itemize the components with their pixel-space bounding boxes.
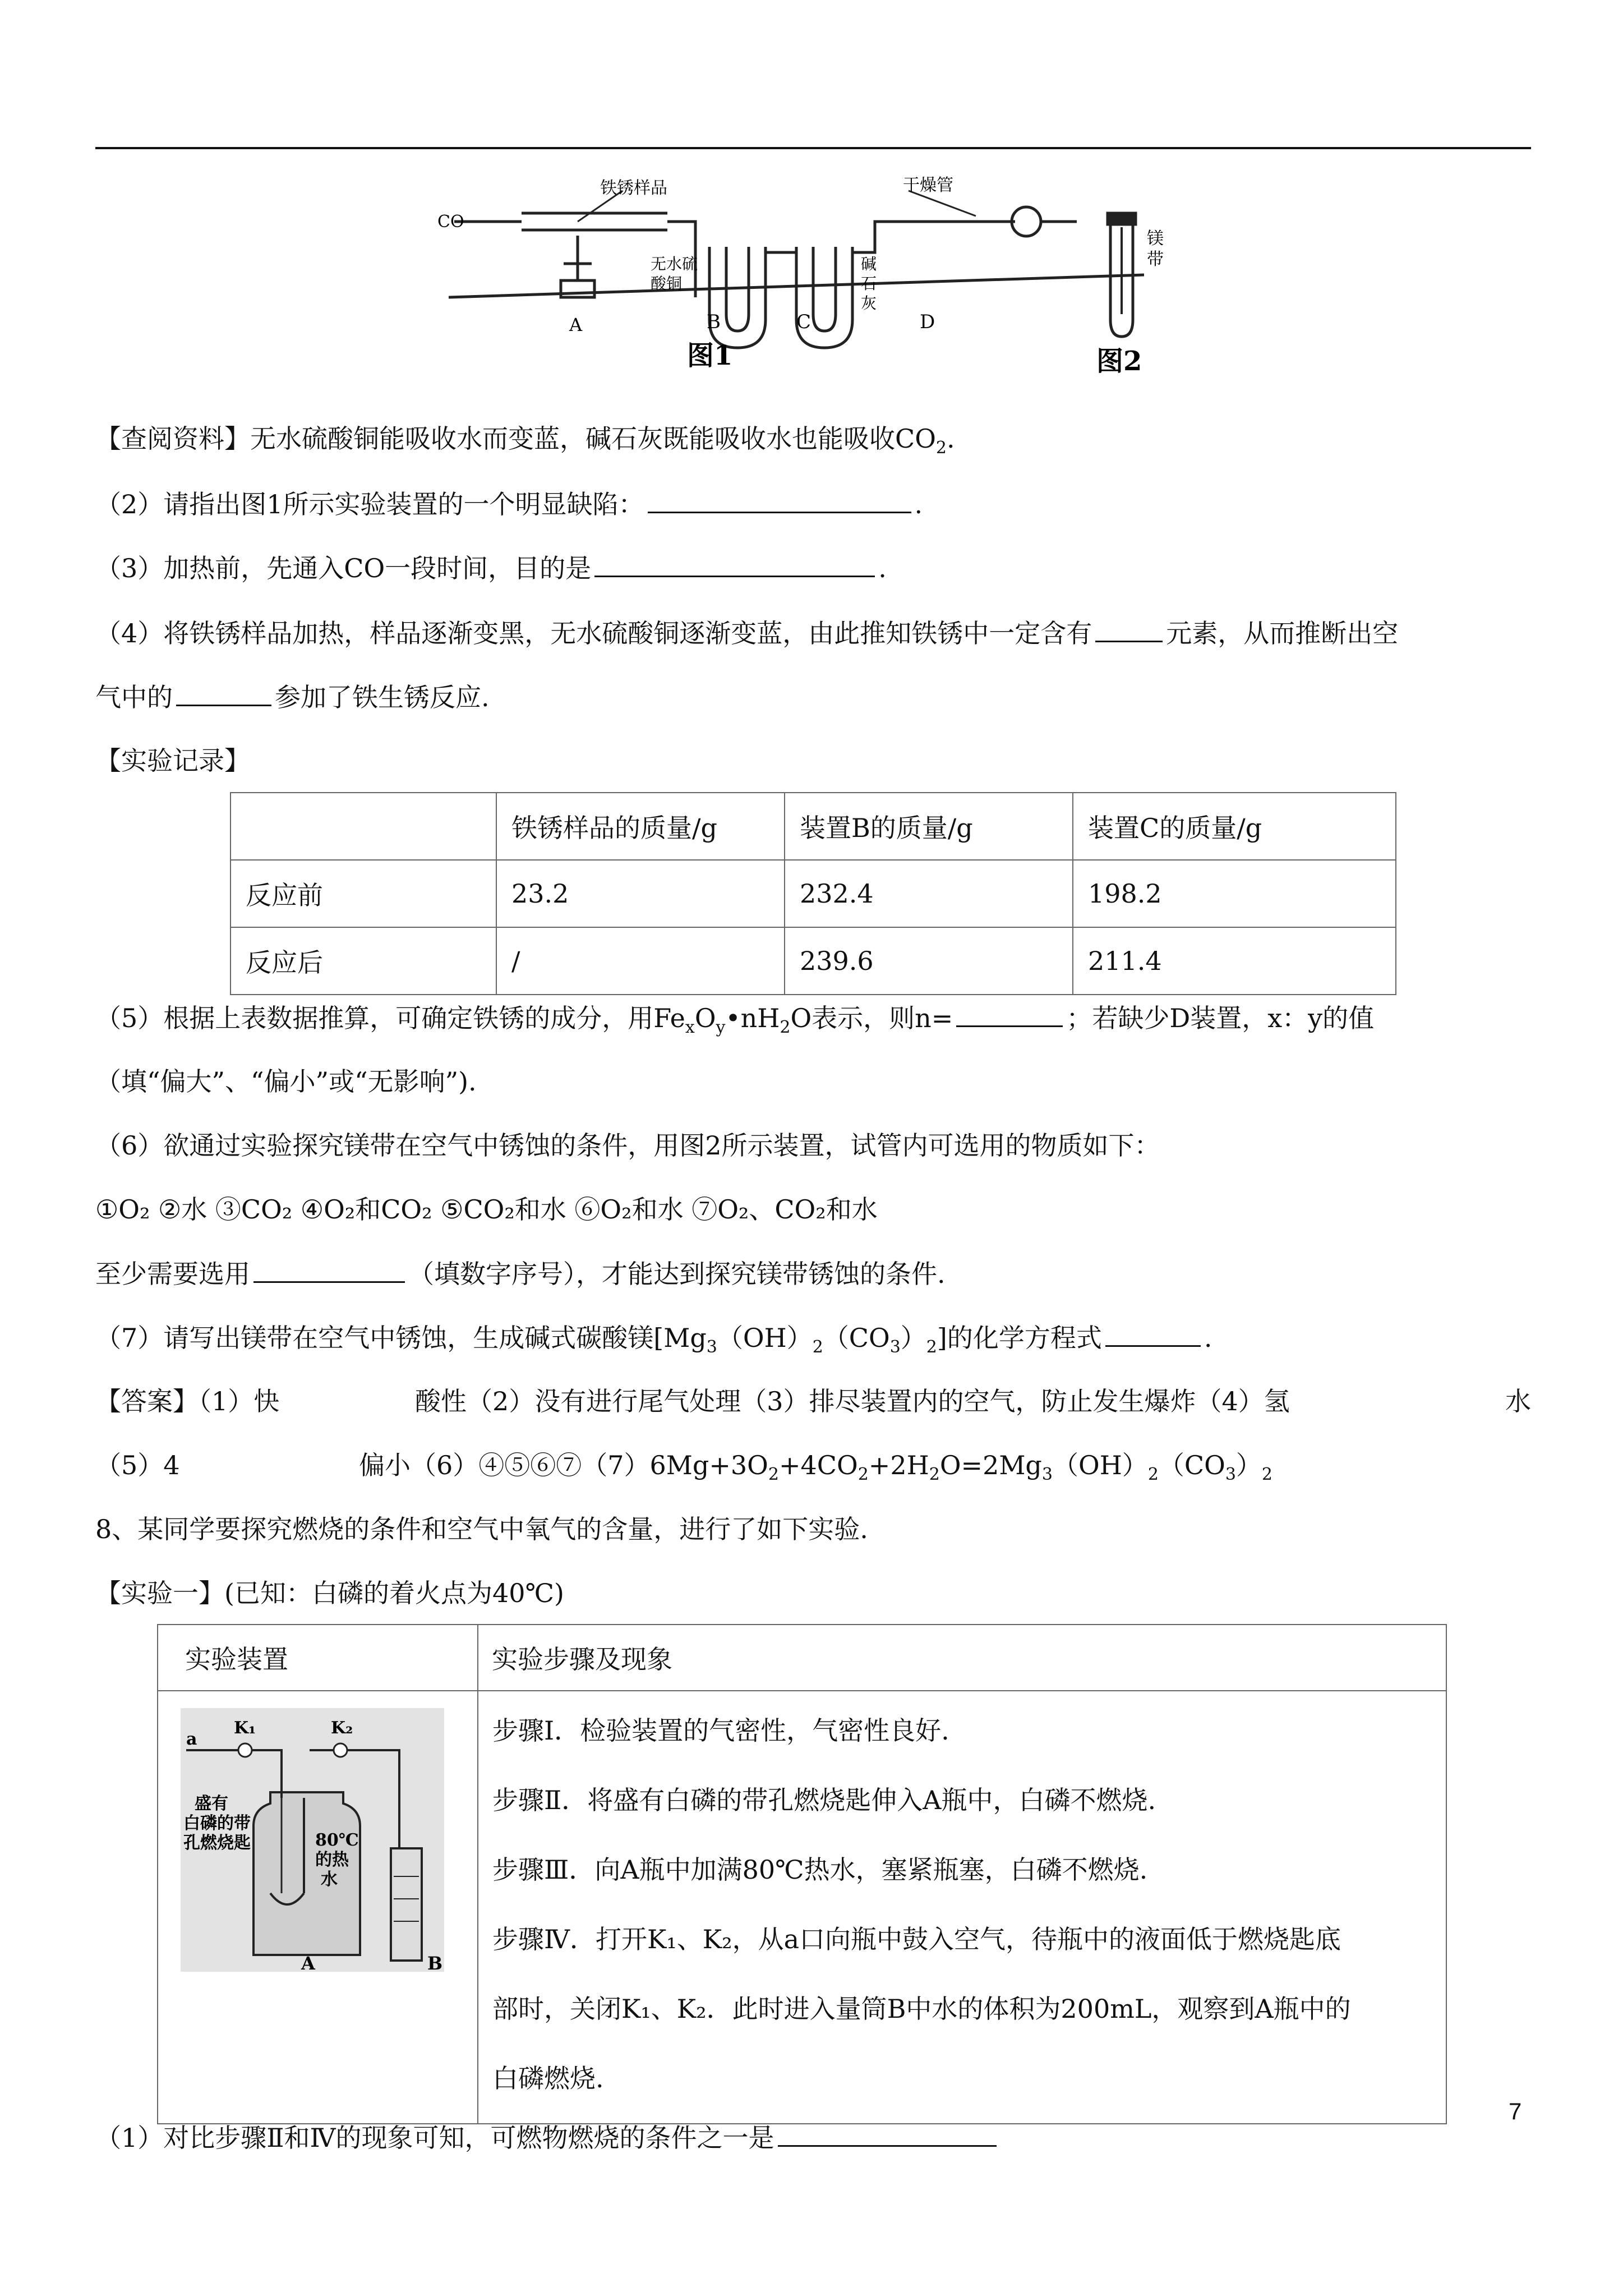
table-row — [230, 793, 1396, 860]
table-row — [158, 1625, 1446, 1691]
fig1-soda-label-3: 灰 — [861, 294, 877, 312]
fig2-caption: 图2 — [1096, 346, 1142, 377]
table-header-cell: 实验步骤及现象 — [478, 1625, 1446, 1691]
question-6-options: ①O₂ ②水 ③CO₂ ④O₂和CO₂ ⑤CO₂和水 ⑥O₂和水 ⑦O₂、CO₂和水 — [95, 1194, 878, 1225]
table-header-cell: 装置B的质量/g — [785, 793, 1073, 860]
steps-cell — [478, 1691, 1446, 2124]
question-8-1: （1）对比步骤Ⅱ和Ⅳ的现象可知，可燃物燃烧的条件之一是 — [95, 2120, 1000, 2155]
table-header-cell: 装置C的质量/g — [1073, 793, 1396, 860]
figure-k2-label: K₂ — [331, 1718, 353, 1738]
answer-blank-q3[interactable] — [594, 551, 875, 577]
question-6: （6）欲通过实验探究镁带在空气中锈蚀的条件，用图2所示装置，试管内可选用的物质如下： — [95, 1130, 1160, 1161]
fig1-cuso4-label-2: 酸铜 — [651, 274, 683, 293]
reference-text: 【查阅资料】无水硫酸铜能吸收水而变蓝，碱石灰既能吸收水也能吸收$CO_2$. — [95, 424, 955, 458]
experiment-record-heading: 【实验记录】 — [95, 746, 250, 776]
answer-blank-8-1[interactable] — [778, 2120, 997, 2147]
question-7: （7）请写出镁带在空气中锈蚀，生成碱式碳酸镁$[Mg_3(OH)_2(CO_3)_2]$的化学方程式 . — [95, 1320, 1212, 1355]
step-4-line-2: 部时，关闭K₁、K₂．此时进入量筒B中水的体积为200mL，观察到A瓶中的 — [492, 1994, 1351, 2024]
question-3: （3）加热前，先通入CO一段时间，目的是 . — [95, 551, 887, 585]
header-rule — [95, 147, 1531, 149]
answer-line-1: 【答案】（1）快 酸性（2）没有进行尾气处理（3）排尽装置内的空气，防止发生爆炸（4）氢 水 — [95, 1386, 1531, 1416]
step-4-line-3: 白磷燃烧. — [492, 2063, 604, 2093]
table-header-cell: 实验装置 — [158, 1625, 478, 1691]
table-row — [230, 860, 1396, 927]
figure-k1-label: K₁ — [234, 1718, 256, 1738]
question-4-line-1: （4）将铁锈样品加热，样品逐渐变黑，无水硫酸铜逐渐变蓝，由此推知铁锈中一定含有 元素，从而推断出空 — [95, 616, 1398, 650]
answer-blank-q7[interactable] — [1105, 1320, 1201, 1347]
question-5-line-2: （填“偏大”、“偏小”或“无影响”). — [95, 1066, 477, 1097]
fig1-drytube-label: 干燥管 — [903, 176, 953, 195]
table-cell: / — [496, 927, 785, 995]
experiment-table — [157, 1624, 1447, 2124]
fig1-soda-label-2: 石 — [861, 274, 877, 293]
fig1-label-b: B — [707, 311, 721, 333]
step-3: 步骤Ⅲ．向A瓶中加满80℃热水，塞紧瓶塞，白磷不燃烧. — [492, 1855, 1148, 1885]
figure-cylinder-b-label: B — [427, 1953, 443, 1972]
fig1-sample-label: 铁锈样品 — [600, 178, 667, 198]
figure-spoon-label-1: 盛有 — [195, 1794, 228, 1814]
step-2: 步骤Ⅱ．将盛有白磷的带孔燃烧匙伸入A瓶中，白磷不燃烧. — [492, 1785, 1156, 1815]
fig1-label-c: C — [796, 311, 811, 333]
fig1-co-label: CO — [437, 212, 464, 232]
question-8: 8、某同学要探究燃烧的条件和空气中氧气的含量，进行了如下实验. — [95, 1514, 868, 1544]
fig1-label-a: A — [569, 314, 583, 335]
page-number: 7 — [1509, 2098, 1522, 2124]
combustion-apparatus-figure — [181, 1708, 444, 1972]
figure-1-apparatus — [437, 168, 1155, 381]
apparatus-cell — [158, 1691, 478, 2124]
fig2-mg-label-1: 镁 — [1147, 229, 1164, 249]
step-4-line-1: 步骤Ⅳ．打开K₁、K₂，从a口向瓶中鼓入空气，待瓶中的液面低于燃烧匙底 — [492, 1924, 1341, 1954]
fig1-cuso4-label-1: 无水硫 — [651, 255, 698, 273]
figure-bottle-a-label: A — [301, 1953, 315, 1972]
fig1-caption: 图1 — [687, 340, 733, 371]
experiment-record-table — [230, 792, 1396, 995]
table-cell: 232.4 — [785, 860, 1073, 927]
figure-a-port-label: a — [186, 1729, 197, 1749]
table-header-cell — [230, 793, 496, 860]
table-cell: 198.2 — [1073, 860, 1396, 927]
step-1: 步骤Ⅰ．检验装置的气密性，气密性良好. — [492, 1715, 949, 1746]
answer-blank-q4-substance[interactable] — [176, 680, 271, 706]
table-row — [158, 1691, 1446, 2124]
figure-water-label-2: 的热 — [315, 1850, 349, 1870]
table-header-cell: 铁锈样品的质量/g — [496, 793, 785, 860]
figure-2-test-tube — [1088, 202, 1200, 381]
table-cell: 反应后 — [230, 927, 496, 995]
fig1-soda-label-1: 碱 — [861, 255, 877, 273]
question-6-line-3: 至少需要选用 （填数字序号），才能达到探究镁带锈蚀的条件. — [95, 1257, 946, 1291]
table-cell: 23.2 — [496, 860, 785, 927]
answer-blank-q4-element[interactable] — [1095, 616, 1163, 642]
fig1-label-d: D — [920, 311, 935, 333]
figure-water-label-1: 80℃ — [315, 1830, 359, 1850]
answer-line-2: （5）4 偏小$(6)④⑤⑥⑦(7)6Mg+3O_2+4CO_2+2H_2O=2Mg_3(OH)_2(CO_3)_2$ — [95, 1450, 1273, 1485]
fig2-mg-label-2: 带 — [1147, 250, 1164, 269]
answer-blank-q2[interactable] — [648, 487, 911, 513]
answer-blank-q6[interactable] — [253, 1257, 405, 1283]
experiment-1-heading: 【实验一】(已知：白磷的着火点为40℃) — [95, 1578, 564, 1608]
table-row — [230, 927, 1396, 995]
question-4-line-2: 气中的 参加了铁生锈反应. — [95, 680, 490, 714]
table-cell: 239.6 — [785, 927, 1073, 995]
question-2: （2）请指出图1所示实验装置的一个明显缺陷： . — [95, 487, 923, 521]
figure-spoon-label-3: 孔燃烧匙 — [183, 1833, 251, 1853]
table-cell: 211.4 — [1073, 927, 1396, 995]
question-5-line-1: （5）根据上表数据推算，可确定铁锈的成分，用$Fe_xO_y•nH_2O$表示，则n= ；若缺少D装置，x：y的值 — [95, 1001, 1374, 1035]
table-cell: 反应前 — [230, 860, 496, 927]
answer-blank-q5-n[interactable] — [956, 1001, 1063, 1027]
figure-water-label-3: 水 — [321, 1870, 338, 1889]
figure-spoon-label-2: 白磷的带 — [183, 1814, 251, 1833]
